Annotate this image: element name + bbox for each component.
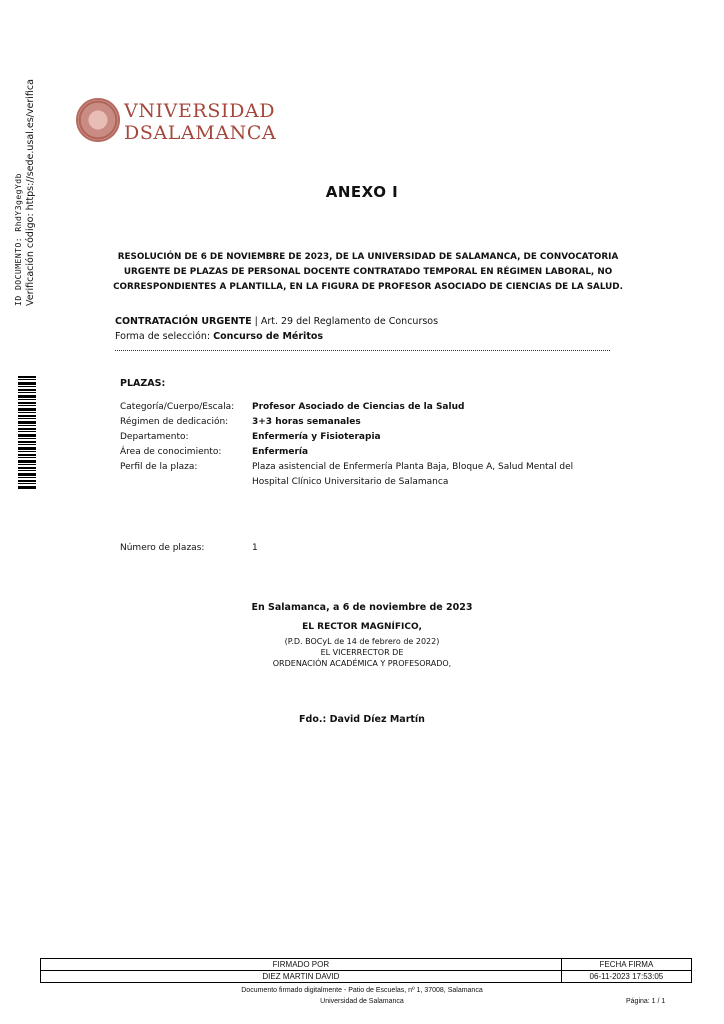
number-value: 1 <box>252 543 258 553</box>
vicerrector-line2: ORDENACIÓN ACADÉMICA Y PROFESORADO, <box>272 659 452 668</box>
number-of-positions <box>120 543 420 553</box>
signature-date: 06-11-2023 17:53:05 <box>561 971 691 983</box>
signer-name: DIEZ MARTIN DAVID <box>41 971 562 983</box>
detail-value: 3+3 horas semanales <box>252 417 361 427</box>
logo-line2: DSALAMANCA <box>124 122 277 144</box>
firmado-por-label: FIRMADO POR <box>41 959 562 971</box>
detail-label: Departamento: <box>120 432 189 442</box>
detail-value: Enfermería y Fisioterapia <box>252 432 381 442</box>
delegation-text: (P.D. BOCyL de 14 de febrero de 2022) <box>284 637 440 646</box>
footer-institution: Universidad de Salamanca <box>320 998 404 1005</box>
dotted-divider <box>115 350 610 351</box>
selection-value: Concurso de Méritos <box>213 331 324 342</box>
logo-line1: VNIVERSIDAD <box>124 100 276 122</box>
detail-label: Perfil de la plaza: <box>120 462 198 472</box>
page-number: Página: 1 / 1 <box>626 998 666 1005</box>
detail-label: Régimen de dedicación: <box>120 417 229 427</box>
detail-row-department <box>120 430 620 445</box>
barcode-icon <box>18 376 36 490</box>
delegation-block <box>0 636 724 669</box>
detail-row-area <box>120 445 620 460</box>
detail-value: Enfermería <box>252 447 309 457</box>
signed-by: Fdo.: David Díez Martín <box>299 714 425 725</box>
place-date: En Salamanca, a 6 de noviembre de 2023 <box>251 602 473 613</box>
document-id: ID DOCUMENTO: RhdY3gegYdb <box>14 173 23 306</box>
plazas-details <box>120 400 620 490</box>
contract-type: CONTRATACIÓN URGENTE <box>115 316 252 327</box>
footer-address: Documento firmado digitalmente - Patio de Escuelas, nº 1, 37008, Salamanca <box>241 987 483 994</box>
contract-article: | Art. 29 del Reglamento de Concursos <box>251 316 439 327</box>
number-label: Número de plazas: <box>120 543 205 553</box>
verification-link[interactable]: Verificación código: https://sede.usal.es/verifica <box>25 79 36 306</box>
detail-value: Plaza asistencial de Enfermería Planta Baja, Bloque A, Salud Mental del Hospital Clínico Universitario de Salamanca <box>252 462 574 487</box>
detail-row-regime <box>120 415 620 430</box>
selection-label: Forma de selección: <box>115 331 214 342</box>
detail-row-category <box>120 400 620 415</box>
detail-row-profile <box>120 460 620 490</box>
resolution-heading: RESOLUCIÓN DE 6 DE NOVIEMBRE DE 2023, DE LA UNIVERSIDAD DE SALAMANCA, DE CONVOCATORIA URGENTE DE PLAZAS DE PERSONAL DOCENTE CONTRATADO TEMPORAL EN RÉGIMEN LABORAL, NO CORRESPONDIENTES A PLANTILLA, EN LA FIGURA DE PROFESOR ASOCIADO DE CIENCIAS DE LA SALUD. <box>113 252 623 292</box>
plazas-heading: PLAZAS: <box>120 378 166 389</box>
vicerrector-line1: EL VICERRECTOR DE <box>320 648 404 657</box>
detail-value: Profesor Asociado de Ciencias de la Salud <box>252 402 465 412</box>
signatory-role: EL RECTOR MAGNÍFICO, <box>302 622 422 632</box>
fecha-firma-label: FECHA FIRMA <box>561 959 691 971</box>
page-title: ANEXO I <box>325 183 399 201</box>
signature-table <box>40 958 692 983</box>
university-logo-text <box>124 100 276 144</box>
detail-label: Área de conocimiento: <box>120 447 222 457</box>
detail-label: Categoría/Cuerpo/Escala: <box>120 402 235 412</box>
university-seal-icon <box>76 98 120 142</box>
contract-info <box>115 314 438 344</box>
